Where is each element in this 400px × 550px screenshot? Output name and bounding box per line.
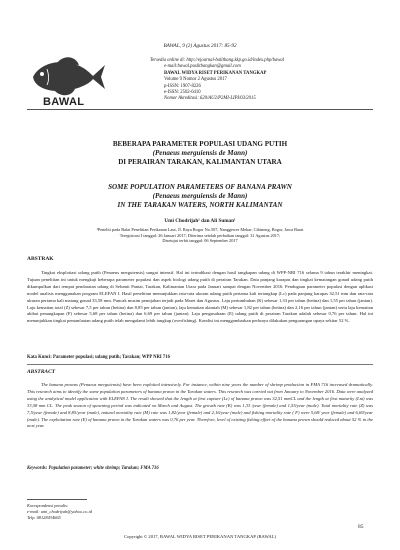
journal-pissn: p-ISSN: 1907-8226	[164, 83, 201, 89]
footnote-label: Korespondensi penulis:	[27, 503, 69, 508]
journal-email[interactable]: e-mail:bawal.puslitbangkan@gmail.com	[164, 64, 241, 70]
affiliation-address: ¹Peneliti pada Balai Penelitian Perikanan Laut, Jl. Raya Bogor No.507, Nanggewer Mekar, Cibinong, Bogor, Jawa Barat	[96, 227, 304, 232]
journal-volume: Volume 9 Nomor 2 Agustus 2017	[164, 77, 227, 83]
logo-text: BAWAL	[43, 96, 85, 108]
footnote-phone: Telp. 08128434665	[27, 514, 61, 520]
title-id-line: BEBERAPA PARAMETER POPULASI UDANG PUTIH	[112, 140, 288, 148]
journal-url[interactable]: Tersedia online di: http://ejournal-balitbang.kkp.go.id/index.php/bawal	[150, 58, 285, 63]
title-en-line: IN THE TARAKAN WATERS, NORTH KALIMANTAN	[117, 201, 283, 209]
abstrak-text: Tingkat eksploitasi udang putih (Penaeus merguiensis) sangat intensif. Hal ini terindikasi dengan hasil tangkapan udang di WPP-NRI 716 selama 9 tahun terakhir meningkat. Tujuan penelitian ini untuk mengkaji beberapa parameter populasi dan aspek biologi udang putih di perairan Tarakan. Data panjang karapas dan tingkat kematangan gonad udang putih dikumpulkan dari tempat pendaratan udang di Selumit Pantai, Tarakan, Kalimantan Utara pada Januari sampai dengan November 2016. Pendugaan parameter populasi dengan aplikasi model analisis menggunakan program ELEFAN I. Hasil penelitian menunjukkan rata-rata ukuran udang putih pertama kali tertangkap (Lc) pada panjang karapas 32,51 mm dan rata-rata ukuran pertama kali matang gonad 33,58 mm. Puncak musim pemijahan terjadi pada Maret dan Agustus. Laju pertumbuhan (K) sebesar 1,33 per tahun (betina) dan 1,55 per tahun (jantan). Laju kematian total (Z) sebesar 7,5 per tahun (betina) dan 8,85 per tahun (jantan), laju kematian alamiah (M) sebesar 1,82 per tahun (betina) dan 2,16 per tahun (jantan) serta laju kematian akibat penangkapan (F) sebesar 5,68 per tahun (betina) dan 6,69 per tahun (jantan). Laju pengusahaan (E) udang putih di perairan Tarakan adalah sebesar 0,76 per tahun. Hal ini menunjukkan tingkat pemanfaatan udang putih telah mengalami lebih tangkap (overfishing). Kondisi ini menggambarkan perlunya dilakukan pengurangan upaya sekitar 52 %.	[27, 270, 373, 324]
abstract-text: The banana prawns (Penaeus merguiensis) have been exploited intensively. For instance, within nine years the number of shrimp production in FMA 716 increased dramatically. This research aims to identify the some population parameters of banana prawn in the Tarakan waters. This research was carried out from January to November 2016. Data were analyzed using the analytical model application with ELEFAN I. The result showed that the length at first capture (Lc) of banana prawn was 32,51 mmCL and the length at first maturity (Lm) was 33,58 mm CL. The peak season of spawning period was indicated on March and August. The growth rate (K) was 1,33 /year (female) and 1,55/year (male). Total mortality rate (Z) was 7,5/year (female) and 8,85/year (male), natural mortality rate (M) rate was 1,82/year (female) and 2,16/year (male) and fishing mortality rate ( F) were 5,68/ year (female) and 6,69/year (male). The exploitation rate (E) of banana prawn in the Tarakan waters was 0,76 per year. Therefore, level of existing fishing effort of the banana prawn should reduced about 52 % in the next year.	[27, 382, 373, 429]
footnote-email[interactable]: e-mail: umi_chodriyah@yahoo.co.id	[27, 508, 92, 514]
journal-accreditation: Nomor Akreditasi: 620/AU2/P2MI-LIPI/03/2015	[164, 96, 256, 102]
abstract-heading: ABSTRACT	[27, 369, 56, 375]
affiliation-approved: Disetujui terbit tanggal: 06 September 2017	[162, 238, 238, 244]
correspondence-footnote	[27, 503, 227, 520]
journal-info	[150, 58, 390, 103]
keywords-indonesian: Kata Kunci: Parameter populasi; udang putih; Tarakan; WPP NRI 716	[27, 355, 170, 360]
abstrak-body	[27, 270, 373, 325]
abstract-body	[27, 382, 373, 430]
title-id-line: DI PERAIRAN TARAKAN, KALIMANTAN UTARA	[118, 158, 282, 166]
running-head: BAWAL, 9 (2) Agustus 2017: 85-92	[163, 43, 237, 49]
footnote-divider	[27, 499, 87, 500]
affiliation-registered: Teregistrasi I tanggal: 26 Januari 2017; Diterima setelah perbaikan tanggal: 31 Agustus 2017;	[119, 232, 281, 238]
title-en-line: SOME POPULATION PARAMETERS OF BANANA PRAWN	[108, 183, 292, 191]
title-indonesian	[27, 140, 373, 167]
title-english	[27, 183, 373, 210]
page-number: 85	[358, 524, 364, 530]
abstrak-heading: ABSTRAK	[27, 256, 54, 262]
section-divider	[27, 364, 373, 365]
copyright: Copyright © 2017, BAWAL WIDYA RISET PERIKANAN TANGKAP (BAWAL)	[124, 534, 276, 539]
header-divider	[27, 109, 373, 110]
fish-icon	[27, 55, 107, 97]
title-en-species: (Penaeus merguiensis de Mann)	[152, 192, 248, 200]
keywords-english: Keywords: Population parameter; white shrimp; Tarakan; FMA 716	[27, 466, 159, 471]
journal-eissn: e-ISSN: 2502-6410	[164, 90, 201, 96]
title-id-species: (Penaeus merguiensis de Mann)	[152, 149, 248, 157]
bawal-fish-logo	[27, 55, 107, 97]
journal-name: BAWAL WIDYA RISET PERIKANAN TANGKAP	[164, 70, 267, 76]
authors: Umi Chodrijah¹ dan Ali Suman¹	[164, 218, 236, 224]
affiliation	[46, 227, 354, 244]
